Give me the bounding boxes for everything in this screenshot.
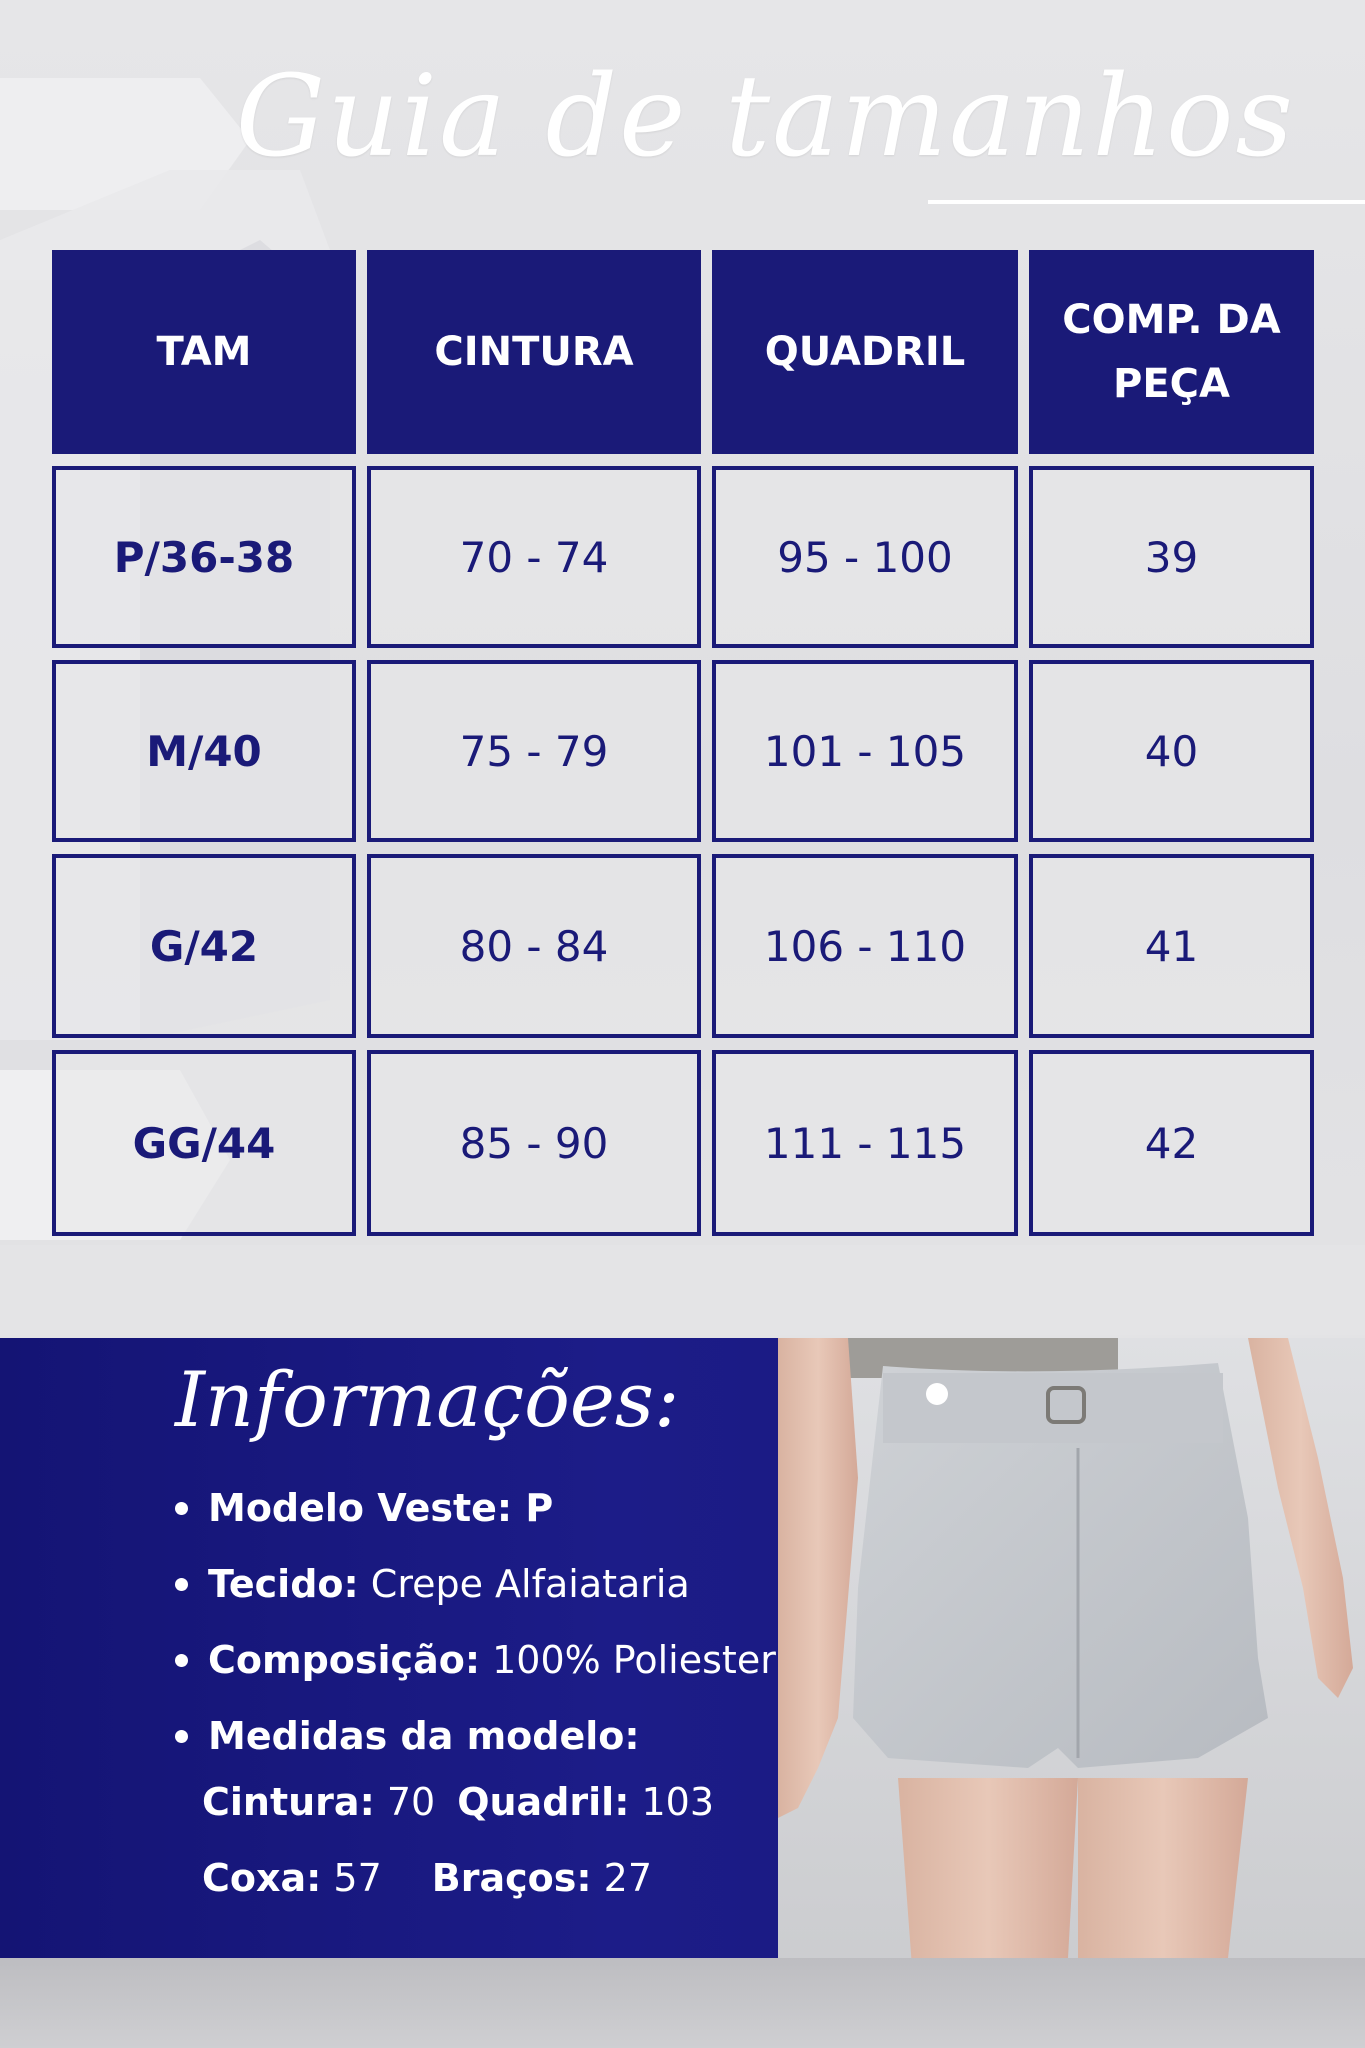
table-cell-size: GG/44 (52, 1050, 356, 1236)
cintura-value: 70 (374, 1780, 436, 1824)
list-item (175, 1470, 776, 1546)
header-comp-peca: COMP. DA PEÇA (1029, 250, 1314, 454)
item-value: 100% Poliester (480, 1638, 776, 1682)
item-label: Medidas da modelo: (208, 1714, 640, 1758)
list-item (175, 1698, 776, 1774)
table-cell-size: P/36-38 (52, 466, 356, 648)
table-cell-comp: 41 (1029, 854, 1314, 1038)
item-value: Crepe Alfaiataria (358, 1562, 690, 1606)
header-cintura: CINTURA (367, 250, 701, 454)
table-cell-size: G/42 (52, 854, 356, 1038)
model-measures-line-1 (202, 1780, 714, 1824)
table-cell-cintura: 75 - 79 (367, 660, 701, 842)
table-cell-quadril: 95 - 100 (712, 466, 1018, 648)
table-cell-cintura: 70 - 74 (367, 466, 701, 648)
item-label: Modelo Veste: P (208, 1486, 554, 1530)
bracos-value: 27 (591, 1856, 653, 1900)
coxa-label: Coxa: (202, 1856, 322, 1900)
model-measures-line-2 (202, 1856, 652, 1900)
table-cell-quadril: 106 - 110 (712, 854, 1018, 1038)
title-underline (928, 200, 1365, 204)
bullet-icon (175, 1654, 188, 1667)
row-spacer (52, 1038, 1314, 1050)
size-table (52, 250, 1314, 1236)
bracos-label: Braços: (431, 1856, 592, 1900)
list-item (175, 1622, 776, 1698)
table-cell-comp: 40 (1029, 660, 1314, 842)
table-cell-quadril: 101 - 105 (712, 660, 1018, 842)
row-spacer (52, 648, 1314, 660)
model-photo (778, 1338, 1365, 2048)
row-spacer (52, 842, 1314, 854)
header-tam: TAM (52, 250, 356, 454)
table-cell-quadril: 111 - 115 (712, 1050, 1018, 1236)
bullet-icon (175, 1730, 188, 1743)
quadril-value: 103 (629, 1780, 714, 1824)
header-quadril: QUADRIL (712, 250, 1018, 454)
info-title: Informações: (175, 1355, 680, 1444)
bullet-icon (175, 1578, 188, 1591)
item-label: Tecido: (208, 1562, 359, 1606)
info-list (175, 1470, 776, 1774)
table-cell-comp: 42 (1029, 1050, 1314, 1236)
table-cell-cintura: 80 - 84 (367, 854, 701, 1038)
table-cell-comp: 39 (1029, 466, 1314, 648)
cintura-label: Cintura: (202, 1780, 375, 1824)
bullet-icon (175, 1502, 188, 1515)
item-label: Composição: (208, 1638, 481, 1682)
quadril-label: Quadril: (457, 1780, 630, 1824)
bottom-strip (0, 1958, 1365, 2048)
list-item (175, 1546, 776, 1622)
table-cell-size: M/40 (52, 660, 356, 842)
table-cell-cintura: 85 - 90 (367, 1050, 701, 1236)
coxa-value: 57 (321, 1856, 382, 1900)
header-spacer (52, 454, 1314, 466)
page-title: Guia de tamanhos (235, 52, 1295, 182)
